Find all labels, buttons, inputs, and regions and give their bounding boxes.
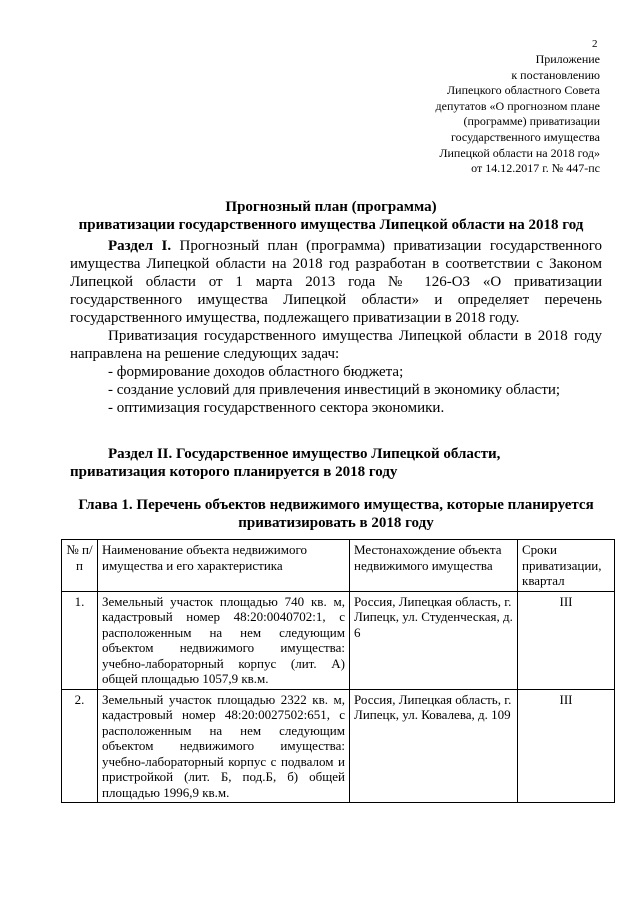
row-location: Россия, Липецкая область, г. Липецк, ул. Студенческая, д. 6 (350, 591, 518, 689)
annex-line: (программе) приватизации (463, 114, 600, 129)
section1-label: Раздел I. (108, 238, 172, 254)
chapter1-heading (70, 496, 602, 532)
header-term: Сроки приватизации, квартал (518, 540, 615, 592)
section2-line-1: Раздел II. Государственное имущество Липецкой области, (108, 446, 501, 462)
section1-paragraph-2: Приватизация государственного имущества Липецкой области в 2018 году направлена на решение следующих задач: (70, 328, 602, 362)
annex-line: государственного имущества (450, 129, 600, 144)
chapter1-line-1: Глава 1. Перечень объектов недвижимого имущества, которые планируется (78, 497, 594, 513)
annex-line: от 14.12.2017 г. № 447-пс (471, 161, 600, 176)
table-row (62, 591, 615, 689)
row-term: III (518, 591, 615, 689)
row-name: Земельный участок площадью 2322 кв. м, кадастровый номер 48:20:0027502:651, с расположенным на нем следующим объектом недвижимого имущества: учебно-лабораторный корпус с подвалом и пристройкой (лит. Б, под.Б, б) общей площадью 1996,9 кв.м. (98, 689, 350, 803)
section1-paragraph-1 (70, 237, 602, 327)
row-num: 1. (62, 591, 98, 689)
title-line-1: Прогнозный план (программа) (225, 199, 437, 215)
page-number: 2 (592, 38, 598, 50)
row-term: III (518, 689, 615, 803)
task-bullet: - создание условий для привлечения инвестиций в экономику области; (108, 382, 561, 398)
property-table (61, 539, 615, 803)
section2-heading (70, 445, 602, 481)
annex-line: Липецкого областного Совета (447, 83, 600, 98)
table-row (62, 689, 615, 803)
task-bullet: - формирование доходов областного бюджета; (108, 364, 404, 380)
chapter1-line-2: приватизировать в 2018 году (238, 515, 434, 531)
title-line-2: приватизации государственного имущества Липецкой области на 2018 год (78, 217, 584, 233)
row-location: Россия, Липецкая область, г. Липецк, ул. Ковалева, д. 109 (350, 689, 518, 803)
row-num: 2. (62, 689, 98, 803)
section1-paragraph-1-text: Прогнозный план (программа) приватизации государственного имущества Липецкой области на 2018 год разработан в соответствии с Законом Липецкой области от 1 марта 2013 года № 126-ОЗ «О приватизации государственного имущества Липецкой области» и определяет перечень государственного имущества, подлежащего приватизации в 2018 году. (70, 238, 603, 326)
table-header-row (62, 540, 615, 592)
annex-line: к постановлению (511, 67, 600, 82)
header-num: № п/п (62, 540, 98, 592)
row-name: Земельный участок площадью 740 кв. м, кадастровый номер 48:20:0040702:1, с расположенным на нем следующим объектом недвижимого имущества: учебно-лабораторный корпус (лит. А) общей площадью 1057,9 кв.м. (98, 591, 350, 689)
annex-line: депутатов «О прогнозном плане (435, 98, 600, 113)
annex-line: Приложение (535, 52, 600, 66)
document-title (40, 198, 622, 234)
header-name: Наименование объекта недвижимого имущества и его характеристика (98, 540, 350, 592)
annex-line: Липецкой области на 2018 год» (439, 145, 600, 160)
header-location: Местонахождение объекта недвижимого имущества (350, 540, 518, 592)
task-bullet: - оптимизация государственного сектора экономики. (108, 400, 445, 416)
section1-body (70, 237, 602, 417)
annex-block (340, 52, 600, 177)
section2-line-2: приватизация которого планируется в 2018 году (70, 464, 398, 480)
